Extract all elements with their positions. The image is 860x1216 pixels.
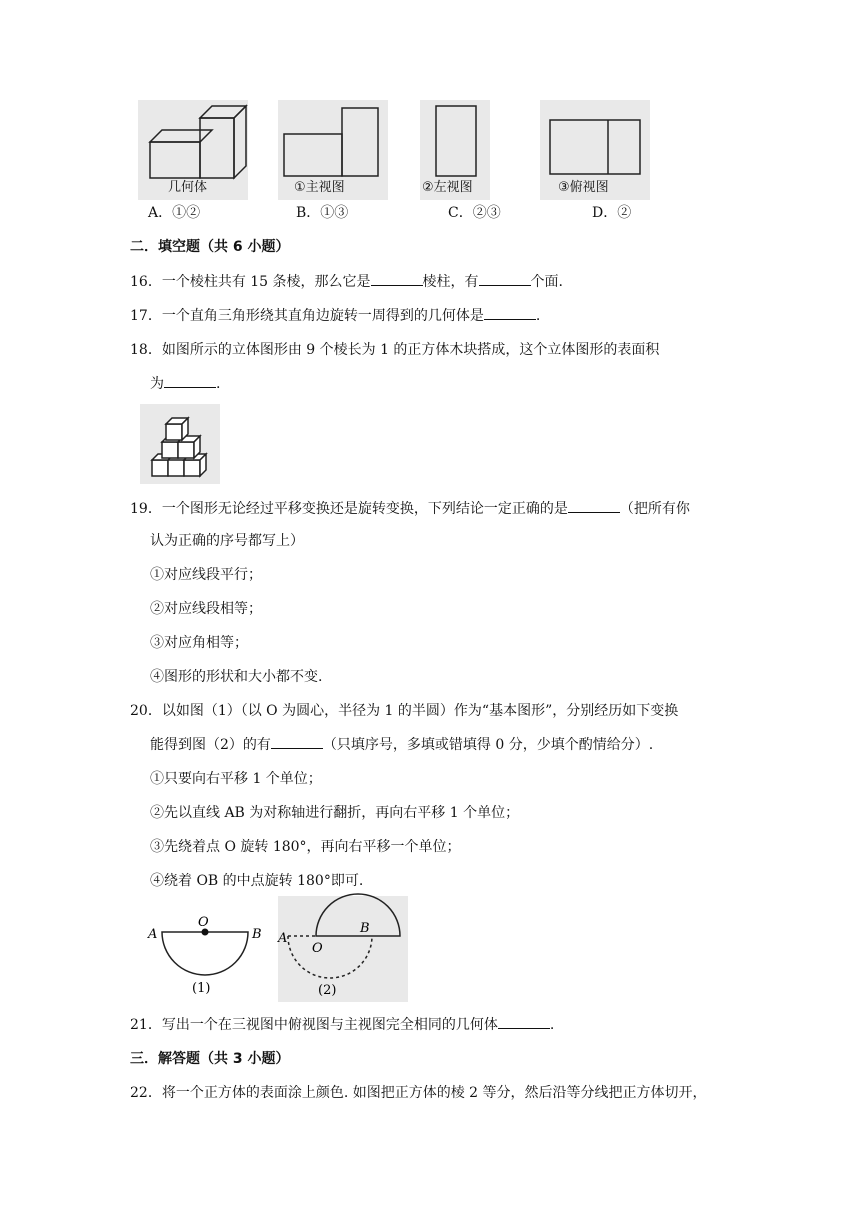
q19-part-b: （把所有你 bbox=[619, 501, 690, 517]
label-o: O bbox=[198, 915, 209, 930]
option-c: C．②③ bbox=[448, 205, 501, 221]
q20-item-4: ④绕着 OB 的中点旋转 180°即可. bbox=[150, 873, 364, 889]
answer-blank bbox=[498, 1016, 550, 1029]
question-19-line-1 bbox=[130, 498, 690, 518]
answer-blank bbox=[568, 500, 620, 513]
question-18-line-2 bbox=[150, 373, 220, 393]
q19-item-3: ③对应角相等； bbox=[150, 635, 248, 651]
answer-blank bbox=[371, 273, 423, 286]
q19-item-4: ④图形的形状和大小都不变. bbox=[150, 669, 323, 685]
answer-blank bbox=[484, 307, 536, 320]
semicircle-figure-1 bbox=[140, 904, 270, 1000]
answer-blank bbox=[479, 273, 531, 286]
label-o2: O bbox=[312, 941, 323, 956]
q21-part-b: . bbox=[549, 1017, 555, 1033]
option-b: B．①③ bbox=[296, 205, 349, 221]
label-b: B bbox=[252, 927, 262, 942]
option-d: D．② bbox=[592, 205, 632, 221]
option-a: A．①② bbox=[148, 205, 201, 221]
q19-item-2: ②对应线段相等； bbox=[150, 601, 262, 617]
q17-part-b: . bbox=[535, 308, 541, 324]
q20-item-3: ③先绕着点 O 旋转 180°，再向右平移一个单位； bbox=[150, 839, 461, 855]
question-20-line-1: 20．以如图（1）（以 O 为圆心，半径为 1 的半圆）作为“基本图形”，分别经历如下变换 bbox=[130, 703, 679, 719]
caption-top-view: ③俯视图 bbox=[558, 180, 609, 195]
answer-blank bbox=[164, 375, 216, 388]
q16-part-c: 个面. bbox=[530, 274, 563, 290]
answer-blank bbox=[271, 736, 323, 749]
q21-part-a: 21．写出一个在三视图中俯视图与主视图完全相同的几何体 bbox=[130, 1017, 498, 1033]
caption-main-view: ①主视图 bbox=[294, 180, 345, 195]
semicircle-figure-2 bbox=[278, 896, 408, 1002]
q16-part-b: 棱柱，有 bbox=[422, 274, 479, 290]
q17-part-a: 17．一个直角三角形绕其直角边旋转一周得到的几何体是 bbox=[130, 308, 484, 324]
caption-fig-1: (1) bbox=[192, 981, 211, 996]
label-a: A bbox=[148, 927, 158, 942]
question-22-line-1: 22．将一个正方体的表面涂上颜色. 如图把正方体的棱 2 等分，然后沿等分线把正方体切开， bbox=[130, 1085, 707, 1101]
section-2-heading: 二．填空题（共 6 小题） bbox=[130, 239, 290, 255]
caption-left-view: ②左视图 bbox=[422, 180, 473, 195]
q16-part-a: 16．一个棱柱共有 15 条棱，那么它是 bbox=[130, 274, 371, 290]
q20-item-2: ②先以直线 AB 为对称轴进行翻折，再向右平移 1 个单位； bbox=[150, 805, 520, 821]
label-b2: B bbox=[360, 921, 370, 936]
caption-geometry: 几何体 bbox=[168, 180, 208, 195]
q19-part-a: 19．一个图形无论经过平移变换还是旋转变换，下列结论一定正确的是 bbox=[130, 501, 568, 517]
q19-item-1: ①对应线段平行； bbox=[150, 567, 262, 583]
question-19-line-2: 认为正确的序号都写上） bbox=[150, 533, 304, 549]
question-20-line-2 bbox=[150, 734, 653, 754]
section-3-heading: 三．解答题（共 3 小题） bbox=[130, 1051, 290, 1067]
q18-part-b: . bbox=[216, 376, 221, 392]
cube-stack-figure bbox=[140, 404, 220, 484]
question-16 bbox=[130, 271, 563, 291]
label-a2: A bbox=[278, 931, 288, 946]
q18-part-a: 为 bbox=[150, 376, 164, 392]
caption-fig-2: (2) bbox=[318, 983, 337, 998]
question-18-line-1: 18．如图所示的立体图形由 9 个棱长为 1 的正方体木块搭成，这个立体图形的表面积 bbox=[130, 342, 660, 358]
q20-part-a: 能得到图（2）的有 bbox=[150, 737, 271, 753]
q20-part-b: （只填序号，多填或错填得 0 分，少填个酌情给分）. bbox=[322, 737, 654, 753]
question-17 bbox=[130, 305, 540, 325]
q20-item-1: ①只要向右平移 1 个单位； bbox=[150, 771, 322, 787]
question-21 bbox=[130, 1014, 554, 1034]
